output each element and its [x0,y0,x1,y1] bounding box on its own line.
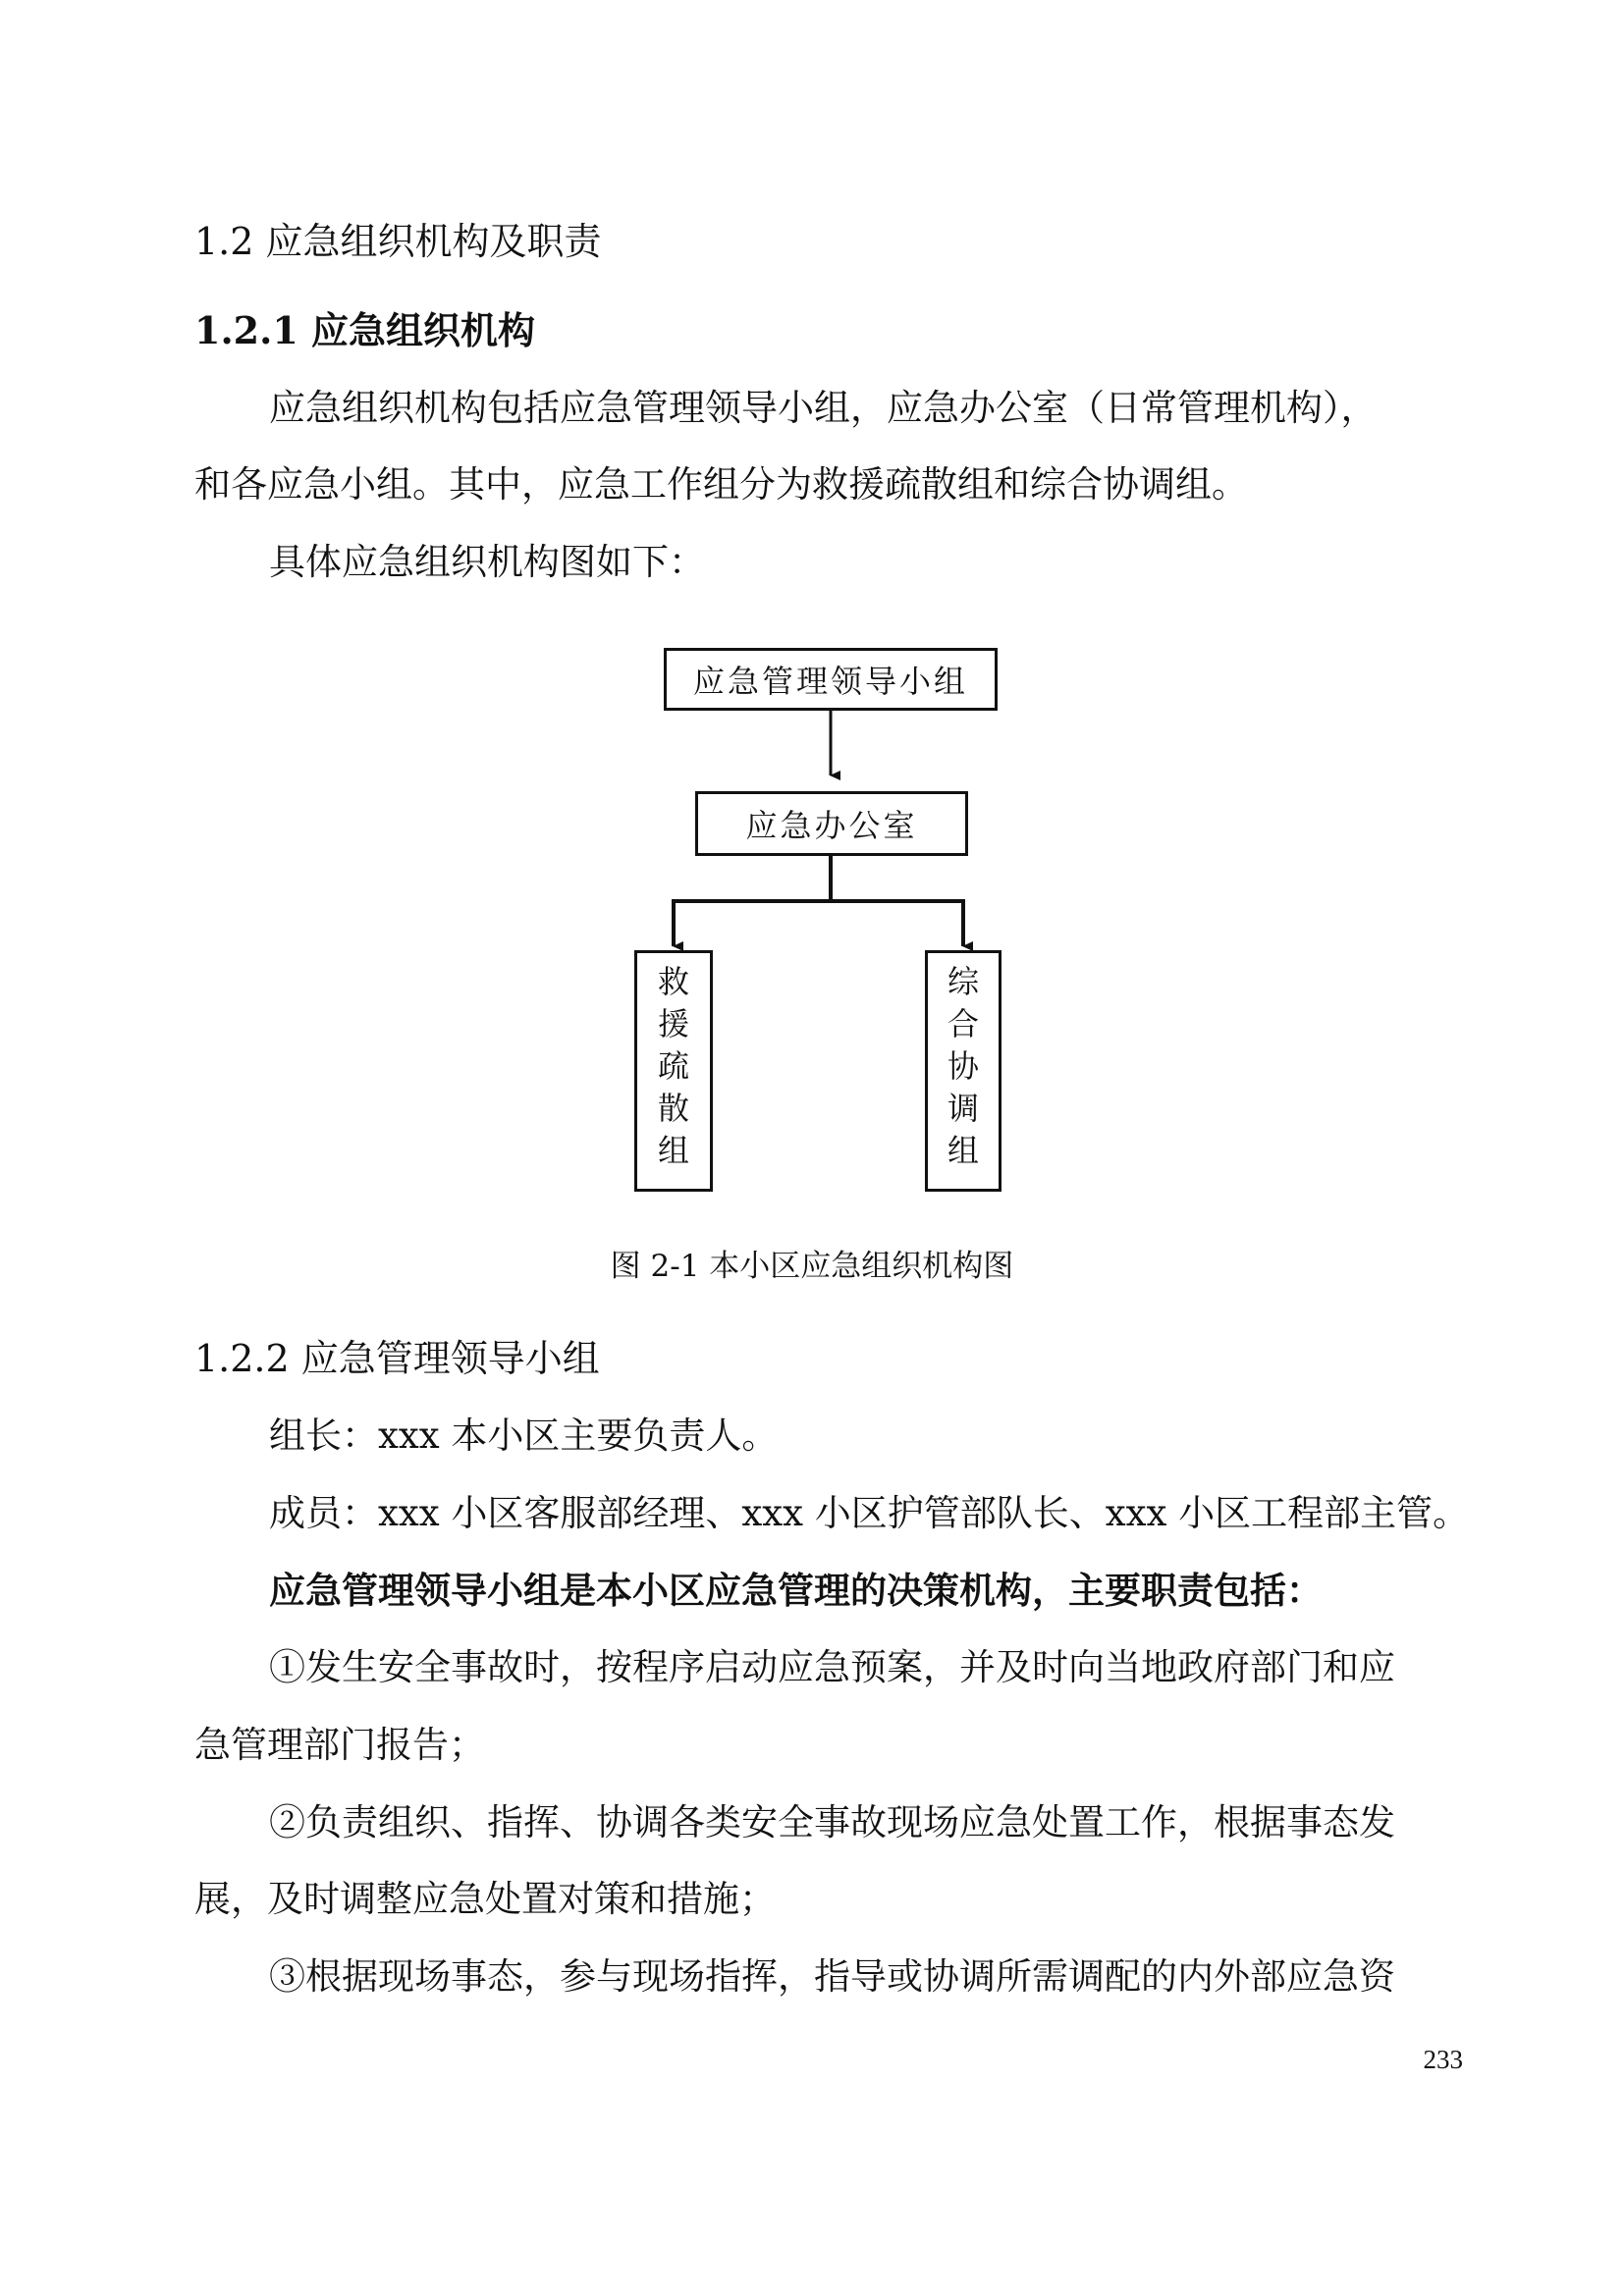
duty-item-1: ①发生安全事故时，按程序启动应急预案，并及时向当地政府部门和应 [269,1646,1395,1688]
paragraph-line: 具体应急组织机构图如下： [269,541,705,583]
figure-caption: 图 2-1 本小区应急组织机构图 [610,1249,1014,1284]
duty-item-2: ②负责组织、指挥、协调各类安全事故现场应急处置工作，根据事态发 [269,1801,1395,1843]
section-heading-1-2-2: 1.2.2 应急管理领导小组 [194,1337,600,1380]
duty-item-3: ③根据现场事态，参与现场指挥，指导或协调所需调配的内外部应急资 [269,1955,1395,1998]
org-box-rescue-evacuation: 救 援 疏 散 组 [634,950,713,1192]
leader-line: 组长：xxx 本小区主要负责人。 [269,1415,779,1457]
page-number: 233 [1423,2045,1463,2074]
org-box-coordination: 综 合 协 调 组 [925,950,1001,1192]
duty-item-1-cont: 急管理部门报告； [194,1724,485,1766]
org-box-emergency-office: 应急办公室 [695,791,968,856]
section-heading-1-2: 1.2 应急组织机构及职责 [194,220,602,263]
duty-intro: 应急管理领导小组是本小区应急管理的决策机构，主要职责包括： [269,1569,1323,1612]
section-heading-1-2-1: 1.2.1 应急组织机构 [194,308,536,352]
members-line: 成员：xxx 小区客服部经理、xxx 小区护管部队长、xxx 小区工程部主管。 [269,1492,1470,1534]
org-box-leadership-group: 应急管理领导小组 [664,648,998,711]
paragraph-line: 应急组织机构包括应急管理领导小组，应急办公室（日常管理机构）， [269,387,1378,429]
paragraph-line: 和各应急小组。其中，应急工作组分为救援疏散组和综合协调组。 [194,463,1248,506]
duty-item-2-cont: 展，及时调整应急处置对策和措施； [194,1878,776,1920]
